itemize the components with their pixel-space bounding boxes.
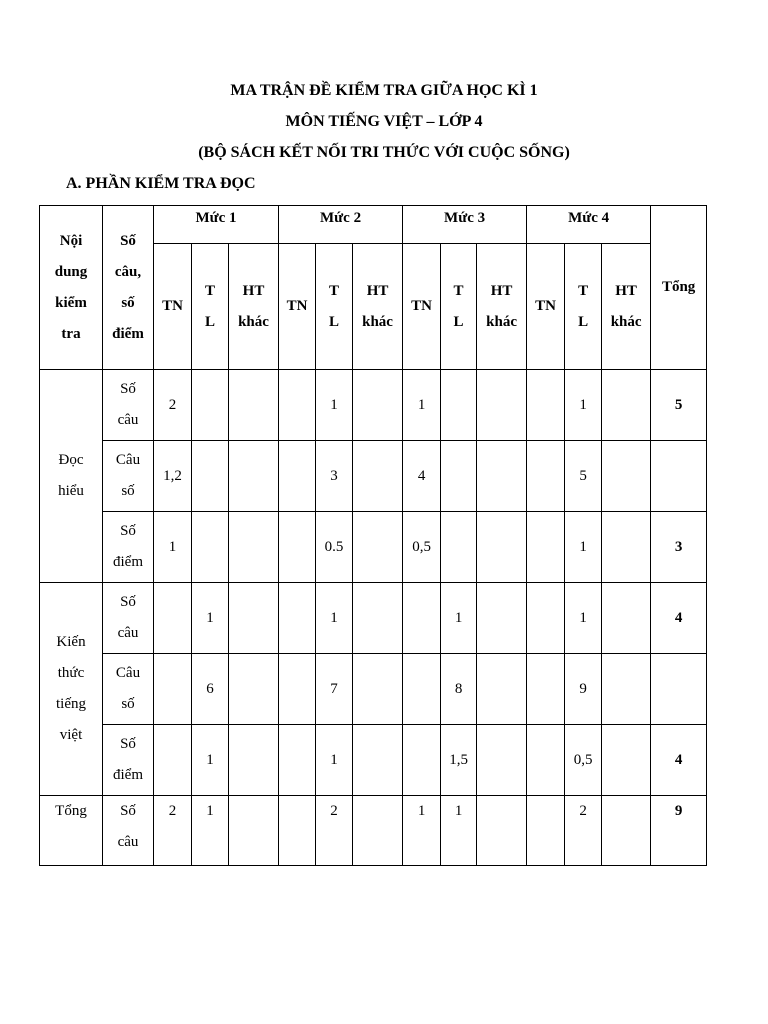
header-level-3: Mức 3 xyxy=(403,206,527,244)
table-cell xyxy=(602,796,651,866)
table-cell: 1 xyxy=(403,370,441,441)
subheader-tn: TN xyxy=(403,244,441,370)
row-label xyxy=(103,441,154,512)
table-cell: 5 xyxy=(565,441,602,512)
table-cell: 1 xyxy=(565,583,602,654)
text-line: câu, xyxy=(114,263,142,280)
text-line: kiểm xyxy=(55,294,87,311)
text-line: việt xyxy=(59,727,83,743)
text-line: Câu xyxy=(115,452,141,468)
header-total: Tổng xyxy=(651,206,707,370)
table-cell: 1,2 xyxy=(154,441,192,512)
table-row xyxy=(40,654,707,725)
text-line: câu xyxy=(117,412,139,428)
table-cell xyxy=(602,441,651,512)
text-line: L xyxy=(329,313,340,330)
group-name xyxy=(40,370,103,583)
table-cell: 9 xyxy=(565,654,602,725)
text-line: Số xyxy=(120,523,136,539)
table-cell: 2 xyxy=(316,796,353,866)
row-total: 3 xyxy=(651,512,707,583)
table-cell xyxy=(192,370,229,441)
text-line: HT xyxy=(242,282,265,299)
table-cell: 1 xyxy=(441,583,477,654)
table-cell xyxy=(527,654,565,725)
test-matrix-table xyxy=(39,205,707,866)
table-cell xyxy=(527,725,565,796)
text-line: T xyxy=(453,282,464,299)
table-cell xyxy=(279,654,316,725)
table-cell xyxy=(477,654,527,725)
table-cell xyxy=(229,512,279,583)
table-cell: 1,5 xyxy=(441,725,477,796)
text-line: dung xyxy=(54,263,88,280)
text-line: điểm xyxy=(113,767,143,783)
text-line: khác xyxy=(238,313,269,330)
row-label xyxy=(103,583,154,654)
text-line: Kiến xyxy=(56,634,86,650)
text-line: HT xyxy=(615,282,637,299)
table-cell: 1 xyxy=(192,796,229,866)
header-row-1 xyxy=(40,206,707,244)
row-total: 4 xyxy=(651,725,707,796)
header-count xyxy=(103,206,154,370)
table-cell xyxy=(602,370,651,441)
table-cell: 6 xyxy=(192,654,229,725)
table-cell xyxy=(602,512,651,583)
text-line: câu xyxy=(117,834,139,850)
header-level-4: Mức 4 xyxy=(527,206,651,244)
table-cell: 0.5 xyxy=(316,512,353,583)
table-cell xyxy=(353,583,403,654)
table-cell xyxy=(353,441,403,512)
table-cell: 4 xyxy=(403,441,441,512)
table-cell xyxy=(527,370,565,441)
row-total: 9 xyxy=(651,796,707,866)
table-row xyxy=(40,441,707,512)
table-cell xyxy=(229,583,279,654)
text-line: điểm xyxy=(112,325,144,342)
table-cell: 2 xyxy=(154,796,192,866)
text-line: tiếng xyxy=(56,696,86,712)
header-level-1: Mức 1 xyxy=(154,206,279,244)
text-line: Số xyxy=(120,803,136,819)
table-cell: 3 xyxy=(316,441,353,512)
row-label xyxy=(103,654,154,725)
table-cell: 2 xyxy=(565,796,602,866)
table-cell xyxy=(403,654,441,725)
row-label xyxy=(103,370,154,441)
subheader-tn: TN xyxy=(154,244,192,370)
subheader-ht-other xyxy=(229,244,279,370)
row-label xyxy=(103,725,154,796)
table-row xyxy=(40,512,707,583)
table-cell: 2 xyxy=(154,370,192,441)
table-cell xyxy=(279,796,316,866)
subheader-ht-other xyxy=(477,244,527,370)
text-line: tra xyxy=(61,325,81,342)
text-line: T xyxy=(329,282,340,299)
title-line-3: (BỘ SÁCH KẾT NỐI TRI THỨC VỚI CUỘC SỐNG) xyxy=(198,144,570,161)
row-total: 5 xyxy=(651,370,707,441)
text-line: L xyxy=(453,313,464,330)
table-cell xyxy=(353,512,403,583)
table-row xyxy=(40,583,707,654)
row-label xyxy=(103,796,154,866)
text-line: L xyxy=(204,313,215,330)
table-cell xyxy=(527,583,565,654)
text-line: Câu xyxy=(115,665,141,681)
table-cell xyxy=(279,441,316,512)
subheader-tl xyxy=(565,244,602,370)
table-cell: 1 xyxy=(192,583,229,654)
table-cell xyxy=(477,583,527,654)
text-line: câu xyxy=(117,625,139,641)
text-line: Số xyxy=(120,736,136,752)
text-line: L xyxy=(578,313,589,330)
table-cell xyxy=(279,512,316,583)
table-cell: 1 xyxy=(441,796,477,866)
table-cell xyxy=(527,512,565,583)
table-cell xyxy=(477,796,527,866)
table-cell xyxy=(602,654,651,725)
text-line: HT xyxy=(366,282,389,299)
table-cell: 8 xyxy=(441,654,477,725)
title-line-1: MA TRẬN ĐỀ KIỂM TRA GIỮA HỌC KÌ 1 xyxy=(230,82,538,99)
table-cell xyxy=(229,370,279,441)
table-cell xyxy=(229,654,279,725)
table-cell xyxy=(279,583,316,654)
table-cell xyxy=(477,370,527,441)
table-cell xyxy=(154,725,192,796)
table-cell xyxy=(527,796,565,866)
table-cell xyxy=(441,512,477,583)
text-line: Số xyxy=(120,381,136,397)
table-cell xyxy=(229,725,279,796)
text-line: khác xyxy=(610,313,642,330)
table-cell xyxy=(602,583,651,654)
header-content xyxy=(40,206,103,370)
text-line: Số xyxy=(120,232,136,249)
text-line: khác xyxy=(362,313,393,330)
table-cell: 1 xyxy=(154,512,192,583)
text-line: Nội xyxy=(59,232,83,249)
table-cell xyxy=(477,725,527,796)
text-line: số xyxy=(121,483,135,499)
table-cell: 1 xyxy=(565,370,602,441)
header-level-2: Mức 2 xyxy=(279,206,403,244)
table-cell xyxy=(353,796,403,866)
table-cell xyxy=(279,725,316,796)
title-line-2: MÔN TIẾNG VIỆT – LỚP 4 xyxy=(285,113,483,130)
table-row xyxy=(40,370,707,441)
table-cell: 1 xyxy=(316,583,353,654)
text-line: Đọc xyxy=(58,452,84,468)
table-cell xyxy=(229,441,279,512)
table-cell xyxy=(192,441,229,512)
text-line: thức xyxy=(57,665,85,681)
table-cell xyxy=(229,796,279,866)
table-cell xyxy=(477,441,527,512)
table-cell: 7 xyxy=(316,654,353,725)
table-cell xyxy=(353,654,403,725)
table-row xyxy=(40,725,707,796)
subheader-tl xyxy=(192,244,229,370)
table-cell xyxy=(527,441,565,512)
table-cell xyxy=(441,441,477,512)
table-cell xyxy=(279,370,316,441)
subheader-tl xyxy=(316,244,353,370)
row-label xyxy=(103,512,154,583)
text-line: số xyxy=(121,696,135,712)
table-cell: 1 xyxy=(316,725,353,796)
table-cell xyxy=(353,370,403,441)
text-line: số xyxy=(121,294,135,311)
section-title: A. PHẦN KIỂM TRA ĐỌC xyxy=(66,175,256,192)
text-line: T xyxy=(578,282,589,299)
text-line: điểm xyxy=(113,554,143,570)
total-row-name: Tổng xyxy=(40,796,103,866)
subheader-tl xyxy=(441,244,477,370)
row-total xyxy=(651,441,707,512)
table-cell xyxy=(403,583,441,654)
subheader-ht-other xyxy=(602,244,651,370)
subheader-tn: TN xyxy=(527,244,565,370)
table-cell xyxy=(192,512,229,583)
table-cell xyxy=(602,725,651,796)
table-cell: 1 xyxy=(403,796,441,866)
text-line: HT xyxy=(490,282,513,299)
row-total xyxy=(651,654,707,725)
text-line: khác xyxy=(486,313,517,330)
row-total: 4 xyxy=(651,583,707,654)
text-line: hiểu xyxy=(58,483,84,499)
table-cell: 0,5 xyxy=(403,512,441,583)
table-cell xyxy=(477,512,527,583)
group-name xyxy=(40,583,103,796)
text-line: T xyxy=(204,282,215,299)
table-cell: 1 xyxy=(316,370,353,441)
subheader-tn: TN xyxy=(279,244,316,370)
text-line: Số xyxy=(120,594,136,610)
table-cell xyxy=(403,725,441,796)
table-cell xyxy=(154,654,192,725)
table-cell xyxy=(353,725,403,796)
table-row xyxy=(40,796,707,866)
table-cell: 0,5 xyxy=(565,725,602,796)
table-cell xyxy=(154,583,192,654)
table-cell xyxy=(441,370,477,441)
table-cell: 1 xyxy=(192,725,229,796)
table-cell: 1 xyxy=(565,512,602,583)
subheader-ht-other xyxy=(353,244,403,370)
